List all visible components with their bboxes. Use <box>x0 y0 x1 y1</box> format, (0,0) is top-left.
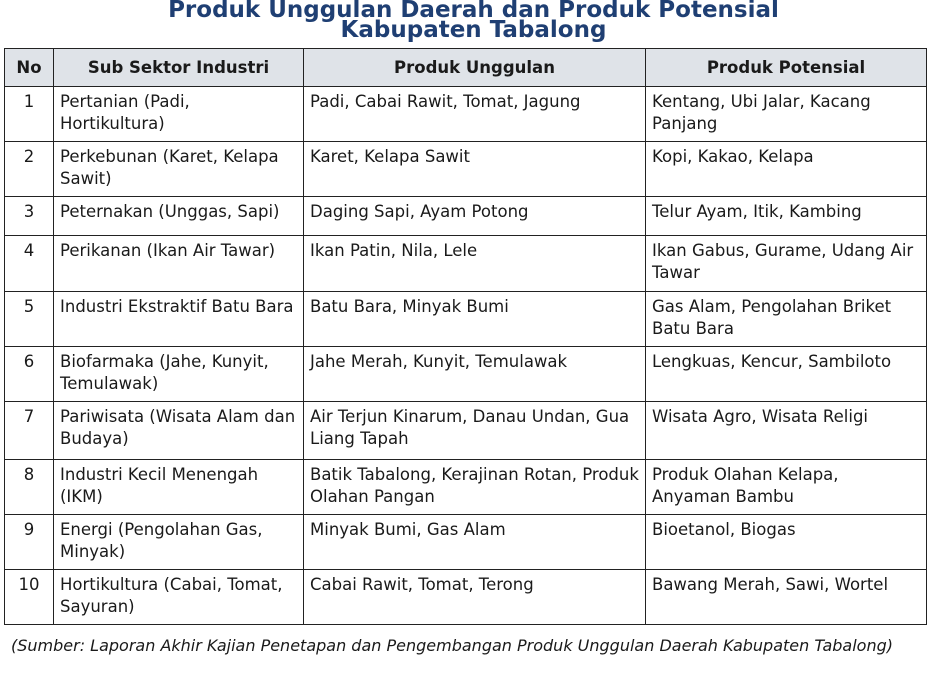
table-row <box>5 292 927 347</box>
cell-sub-sektor: Pariwisata (Wisata Alam dan Budaya) <box>54 402 304 460</box>
table-row <box>5 197 927 236</box>
cell-produk-potensial: Produk Olahan Kelapa, Anyaman Bambu <box>646 460 927 515</box>
cell-no: 2 <box>5 142 54 197</box>
table-row <box>5 142 927 197</box>
cell-produk-unggulan: Karet, Kelapa Sawit <box>304 142 646 197</box>
cell-produk-potensial: Lengkuas, Kencur, Sambiloto <box>646 347 927 402</box>
table-row <box>5 402 927 460</box>
cell-produk-unggulan: Daging Sapi, Ayam Potong <box>304 197 646 236</box>
cell-sub-sektor: Pertanian (Padi, Hortikultura) <box>54 87 304 142</box>
cell-no: 6 <box>5 347 54 402</box>
cell-sub-sektor: Energi (Pengolahan Gas, Minyak) <box>54 515 304 570</box>
source-note: (Sumber: Laporan Akhir Kajian Penetapan dan Pengembangan Produk Unggulan Daerah Kabupaten Tabalong) <box>11 636 893 655</box>
header-produk-unggulan: Produk Unggulan <box>304 49 646 87</box>
product-table <box>4 48 927 625</box>
page-subtitle: Kabupaten Tabalong <box>340 17 607 43</box>
cell-sub-sektor: Biofarmaka (Jahe, Kunyit, Temulawak) <box>54 347 304 402</box>
table-row <box>5 347 927 402</box>
cell-no: 1 <box>5 87 54 142</box>
header-produk-potensial: Produk Potensial <box>646 49 927 87</box>
cell-sub-sektor: Perkebunan (Karet, Kelapa Sawit) <box>54 142 304 197</box>
cell-produk-unggulan: Minyak Bumi, Gas Alam <box>304 515 646 570</box>
cell-sub-sektor: Peternakan (Unggas, Sapi) <box>54 197 304 236</box>
table-row <box>5 236 927 292</box>
cell-no: 4 <box>5 236 54 292</box>
cell-produk-potensial: Kentang, Ubi Jalar, Kacang Panjang <box>646 87 927 142</box>
cell-sub-sektor: Hortikultura (Cabai, Tomat, Sayuran) <box>54 570 304 625</box>
cell-no: 7 <box>5 402 54 460</box>
cell-sub-sektor: Perikanan (Ikan Air Tawar) <box>54 236 304 292</box>
table-row <box>5 460 927 515</box>
table-header-row <box>5 49 927 87</box>
cell-produk-unggulan: Batik Tabalong, Kerajinan Rotan, Produk Olahan Pangan <box>304 460 646 515</box>
cell-produk-unggulan: Jahe Merah, Kunyit, Temulawak <box>304 347 646 402</box>
cell-produk-potensial: Telur Ayam, Itik, Kambing <box>646 197 927 236</box>
cell-produk-potensial: Wisata Agro, Wisata Religi <box>646 402 927 460</box>
header-sub-sektor: Sub Sektor Industri <box>54 49 304 87</box>
page-title: Produk Unggulan Daerah dan Produk Potensial <box>168 0 779 23</box>
cell-produk-potensial: Bawang Merah, Sawi, Wortel <box>646 570 927 625</box>
cell-produk-unggulan: Padi, Cabai Rawit, Tomat, Jagung <box>304 87 646 142</box>
table-row <box>5 515 927 570</box>
table-row <box>5 570 927 625</box>
cell-produk-unggulan: Cabai Rawit, Tomat, Terong <box>304 570 646 625</box>
cell-produk-potensial: Kopi, Kakao, Kelapa <box>646 142 927 197</box>
cell-sub-sektor: Industri Ekstraktif Batu Bara <box>54 292 304 347</box>
cell-produk-unggulan: Ikan Patin, Nila, Lele <box>304 236 646 292</box>
header-no: No <box>5 49 54 87</box>
cell-no: 9 <box>5 515 54 570</box>
cell-no: 3 <box>5 197 54 236</box>
cell-produk-potensial: Ikan Gabus, Gurame, Udang Air Tawar <box>646 236 927 292</box>
cell-produk-potensial: Bioetanol, Biogas <box>646 515 927 570</box>
cell-no: 10 <box>5 570 54 625</box>
cell-sub-sektor: Industri Kecil Menengah (IKM) <box>54 460 304 515</box>
table-row <box>5 87 927 142</box>
cell-no: 8 <box>5 460 54 515</box>
cell-produk-unggulan: Batu Bara, Minyak Bumi <box>304 292 646 347</box>
cell-produk-potensial: Gas Alam, Pengolahan Briket Batu Bara <box>646 292 927 347</box>
cell-no: 5 <box>5 292 54 347</box>
cell-produk-unggulan: Air Terjun Kinarum, Danau Undan, Gua Liang Tapah <box>304 402 646 460</box>
